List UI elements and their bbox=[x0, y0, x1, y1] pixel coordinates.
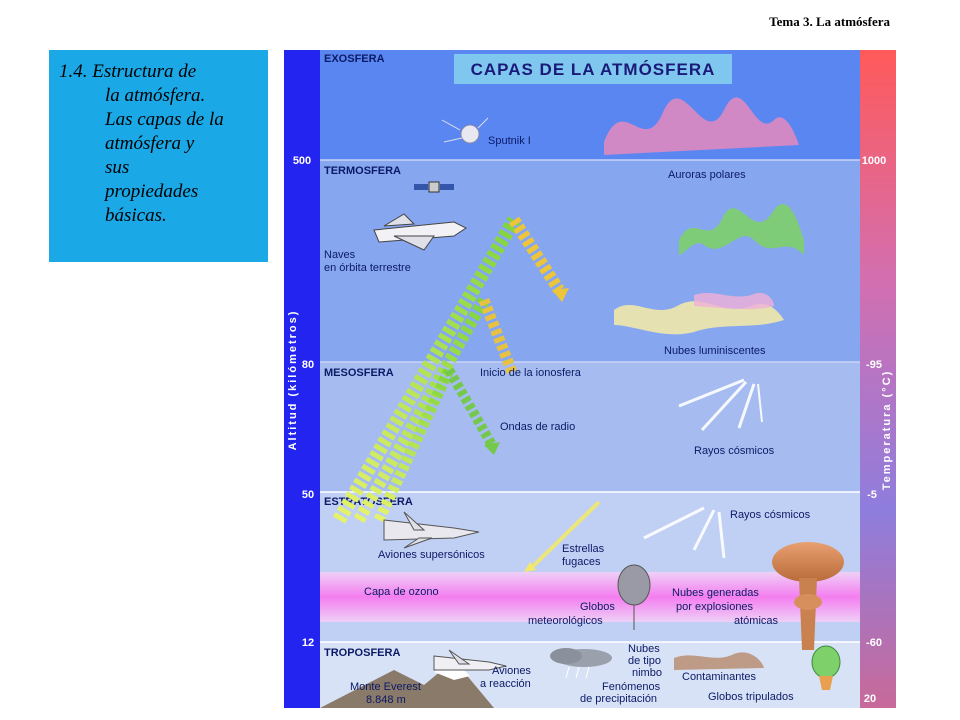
section-title-line: 1.4. Estructura de bbox=[59, 61, 197, 82]
label-contaminantes: Contaminantes bbox=[682, 671, 756, 683]
label-capa-ozono: Capa de ozono bbox=[364, 586, 439, 598]
label-estrellas: fugaces bbox=[562, 556, 601, 568]
atmosphere-diagram bbox=[284, 50, 896, 708]
temperature-axis-title: Temperatura (°C) bbox=[881, 369, 893, 491]
label-aviones-reaccion: a reacción bbox=[480, 678, 531, 690]
label-nubes-luminiscentes: Nubes luminiscentes bbox=[664, 345, 766, 357]
label-ionosfera: Inicio de la ionosfera bbox=[480, 367, 581, 379]
label-fenomenos: de precipitación bbox=[580, 693, 658, 705]
layer-exosphere: EXOSFERA bbox=[324, 53, 385, 65]
section-title-line: básicas. bbox=[105, 205, 167, 226]
section-title-line: atmósfera y bbox=[105, 133, 195, 154]
label-fenomenos: Fenómenos bbox=[602, 681, 661, 693]
temperature-tick: 1000 bbox=[861, 155, 887, 167]
label-sputnik: Sputnik I bbox=[488, 135, 531, 147]
label-auroras: Auroras polares bbox=[668, 169, 746, 181]
altitude-tick: 12 bbox=[301, 637, 315, 649]
label-nubes-nimbo: de tipo bbox=[628, 655, 662, 667]
diagram-title: CAPAS DE LA ATMÓSFERA bbox=[470, 60, 716, 79]
altitude-tick: 50 bbox=[301, 489, 315, 501]
temperature-tick: -5 bbox=[867, 489, 877, 501]
label-everest: Monte Everest bbox=[350, 681, 421, 693]
altitude-tick: 500 bbox=[292, 155, 312, 167]
section-title-line: propiedades bbox=[105, 181, 199, 202]
label-everest: 8.848 m bbox=[366, 694, 406, 706]
header-text: Tema 3. La atmósfera bbox=[769, 14, 890, 29]
layer-thermosphere: TERMOSFERA bbox=[324, 165, 401, 177]
altitude-tick: 80 bbox=[301, 359, 315, 371]
label-nubes-generadas: atómicas bbox=[734, 615, 779, 627]
label-aviones-supersonicos: Aviones supersónicos bbox=[378, 549, 485, 561]
section-title-line: Las capas de la bbox=[105, 109, 224, 130]
temperature-tick: -60 bbox=[866, 637, 882, 649]
label-nubes-nimbo: Nubes bbox=[628, 643, 660, 655]
temperature-tick: -95 bbox=[866, 359, 882, 371]
label-ondas: Ondas de radio bbox=[500, 421, 576, 433]
section-title-line: la atmósfera. bbox=[105, 85, 206, 106]
label-globos-meteorologicos: meteorológicos bbox=[528, 615, 603, 627]
layer-mesosphere: MESOSFERA bbox=[324, 367, 394, 379]
label-rayos-estratosfera: Rayos cósmicos bbox=[730, 509, 811, 521]
altitude-axis-title: Altitud (kilómetros) bbox=[287, 309, 299, 451]
layer-troposphere: TROPOSFERA bbox=[324, 647, 401, 659]
label-nubes-nimbo: nimbo bbox=[632, 667, 662, 679]
section-title-box bbox=[49, 50, 268, 262]
label-nubes-generadas: Nubes generadas bbox=[672, 587, 759, 599]
label-nubes-generadas: por explosiones bbox=[676, 601, 754, 613]
label-estrellas: Estrellas bbox=[562, 543, 605, 555]
thermosphere-band bbox=[320, 160, 860, 362]
layer-stratosphere: ESTRATOSFERA bbox=[324, 496, 413, 508]
temperature-tick: 20 bbox=[863, 693, 877, 705]
label-rayos-mesosfera: Rayos cósmicos bbox=[694, 445, 775, 457]
label-aviones-reaccion: Aviones bbox=[492, 665, 531, 677]
label-globos-meteorologicos: Globos bbox=[580, 601, 615, 613]
section-title-line: sus bbox=[105, 157, 130, 178]
label-naves: Naves bbox=[324, 249, 356, 261]
label-globos-tripulados: Globos tripulados bbox=[708, 691, 794, 703]
label-naves: en órbita terrestre bbox=[324, 262, 411, 274]
